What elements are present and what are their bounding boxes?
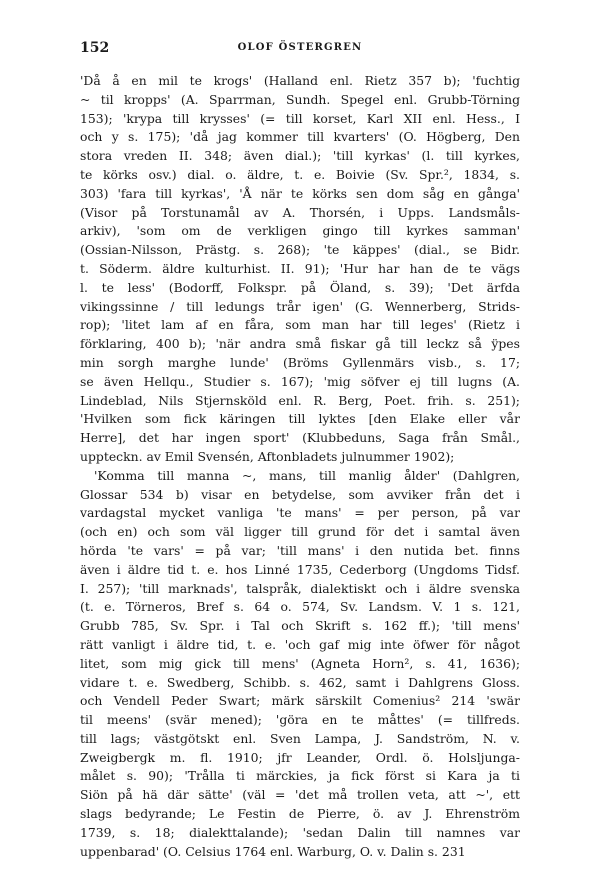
text-line: Zweigbergk m. fl. 1910; jfr Leander, Ordl. ö. Holsljunga- <box>80 749 520 765</box>
text-line: arkiv), 'som om de verkligen gingo till kyrkes samman' <box>80 223 520 239</box>
paragraph <box>80 72 520 467</box>
text-line: till lags; västgötskt enl. Sven Lampa, J. Sandström, N. v. <box>80 730 520 746</box>
text-line: 'Hvilken som fick käringen till lyktes [den Elake eller vår <box>80 411 520 427</box>
text-line: 'Komma till manna ~, mans, till manlig ålder' (Dahlgren, <box>94 467 520 483</box>
text-line: (Visor på Torstunamål av A. Thorsén, i Upps. Landsmåls- <box>80 204 520 220</box>
text-line: ~ til kropps' (A. Sparrman, Sundh. Spegel enl. Grubb-Törning <box>80 91 520 107</box>
text-line: se även Hellqu., Studier s. 167); 'mig söfver ej till lugns (A. <box>80 373 520 389</box>
text-line: slags bedyrande; Le Festin de Pierre, ö. av J. Ehrenström <box>80 806 520 822</box>
text-line: Glossar 534 b) visar en betydelse, som avviker från det i <box>80 486 520 502</box>
text-line: hörda 'te vars' = på var; 'till mans' i den nutida bet. finns <box>80 542 520 558</box>
text-line: 153); 'krypa till krysses' (= till korset, Karl XII enl. Hess., I <box>80 110 520 126</box>
text-line: vardagstal mycket vanliga 'te mans' = per person, på var <box>80 505 520 521</box>
text-line: 'Då å en mil te krogs' (Halland enl. Rietz 357 b); 'fuchtig <box>80 73 520 88</box>
text-line: litet, som mig gick till mens' (Agneta Horn², s. 41, 1636); <box>80 655 520 671</box>
text-line: 303) 'fara till kyrkas', 'Å när te körks sen dom såg en gånga' <box>80 185 520 201</box>
text-line: Siön på hä där sätte' (väl = 'det må trollen veta, att ~', ett <box>80 787 520 803</box>
text-line: min sorgh marghe lunde' (Bröms Gyllenmärs visb., s. 17; <box>80 354 520 370</box>
text-line: även i äldre tid t. e. hos Linné 1735, Cederborg (Ungdoms Tidsf. <box>80 561 520 577</box>
text-line: och Vendell Peder Swart; märk särskilt Comenius² 214 'swär <box>80 693 520 709</box>
text-line: målet s. 90); 'Trålla ti märckies, ja fick först si Kara ja ti <box>80 768 520 784</box>
running-head: OLOF ÖSTERGREN <box>237 42 363 53</box>
body-text <box>80 72 520 861</box>
text-line: uppteckn. av Emil Svensén, Aftonbladets julnummer 1902); <box>80 448 455 464</box>
page-number: 152 <box>80 40 110 56</box>
text-line: t. Söderm. äldre kulturhist. II. 91); 'Hur har han de te vägs <box>80 260 520 276</box>
text-line: 1739, s. 18; dialekttalande); 'sedan Dalin till namnes var <box>80 824 520 840</box>
text-line: rätt vanligt i äldre tid, t. e. 'och gaf mig inte öfwer för något <box>80 636 520 652</box>
text-line: förklaring, 400 b); 'när andra små fiskar gå till leckz så ÿpes <box>80 336 520 352</box>
text-line: Herre], det har ingen sport' (Klubbeduns, Saga från Smål., <box>80 430 520 446</box>
text-line: (Ossian-Nilsson, Prästg. s. 268); 'te käppes' (dial., se Bidr. <box>80 242 520 258</box>
text-line: Lindeblad, Nils Stjernsköld enl. R. Berg, Poet. frih. s. 251); <box>80 392 520 408</box>
text-line: I. 257); 'till marknads', talspråk, dialektiskt och i äldre svenska <box>80 580 520 596</box>
paragraph <box>80 467 520 862</box>
text-line: uppenbarad' (O. Celsius 1764 enl. Warburg, O. v. Dalin s. 231 <box>80 843 466 859</box>
text-line: Grubb 785, Sv. Spr. i Tal och Skrift s. 162 ff.); 'till mens' <box>80 618 520 634</box>
text-line: til meens' (svär mened); 'göra en te måttes' (= tillfreds. <box>80 712 520 728</box>
text-line: (och en) och som väl ligger till grund för det i samtal även <box>80 524 520 540</box>
book-page <box>80 40 520 861</box>
text-line: stora vreden II. 348; även dial.); 'till kyrkas' (l. till kyrkes, <box>80 148 520 164</box>
page-header <box>80 40 520 62</box>
text-line: te körks osv.) dial. o. äldre, t. e. Boivie (Sv. Spr.², 1834, s. <box>80 166 520 182</box>
text-line: vikingssinne / till ledungs trår igen' (G. Wennerberg, Strids- <box>80 298 520 314</box>
text-line: l. te less' (Bodorff, Folkspr. på Öland, s. 39); 'Det ärfda <box>80 279 520 295</box>
text-line: rop); 'litet lam af en fåra, som man har till leges' (Rietz i <box>80 317 520 333</box>
text-line: och y s. 175); 'då jag kommer till kvarters' (O. Högberg, Den <box>80 129 520 145</box>
text-line: (t. e. Törneros, Bref s. 64 o. 574, Sv. Landsm. V. 1 s. 121, <box>80 599 520 615</box>
text-line: vidare t. e. Swedberg, Schibb. s. 462, samt i Dahlgrens Gloss. <box>80 674 520 690</box>
